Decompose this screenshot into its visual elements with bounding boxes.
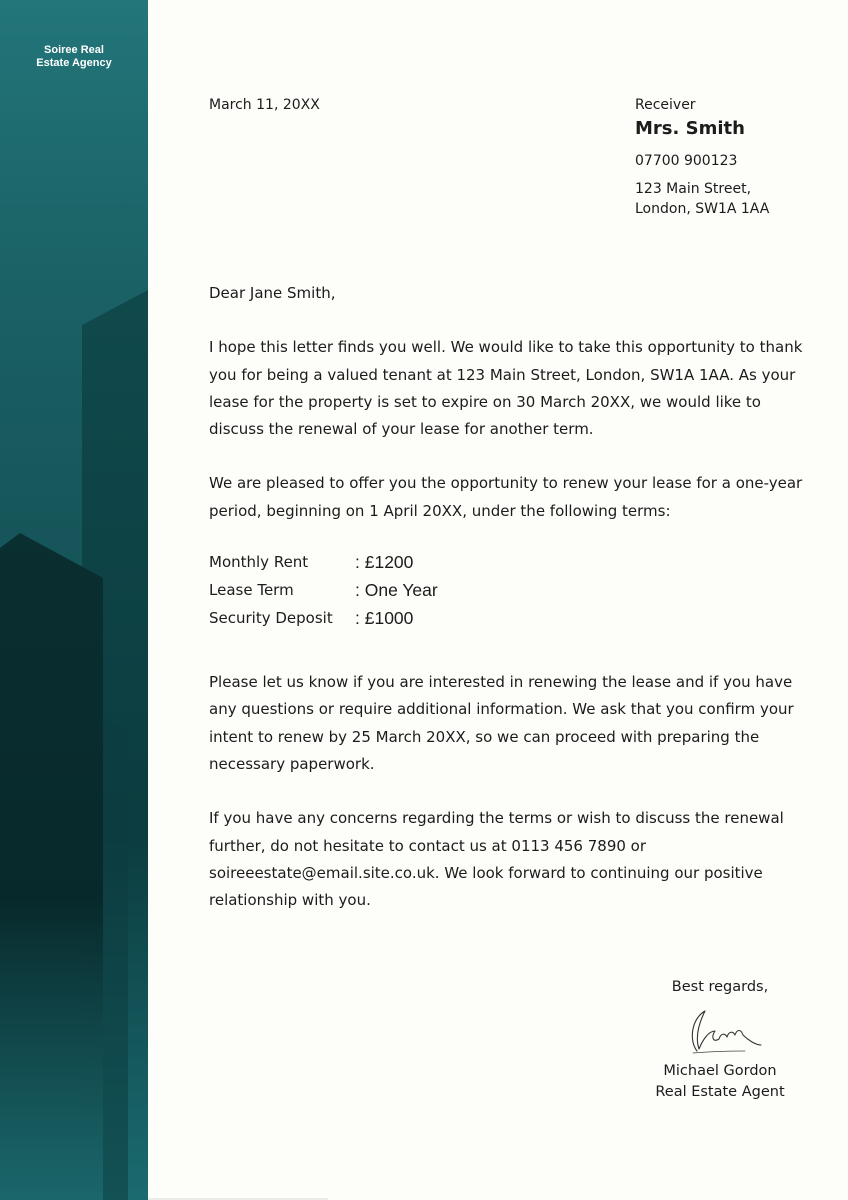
letter-body [209,280,809,914]
brand-line-1: Soiree Real [44,44,104,56]
term-row [209,577,809,605]
receiver-address [635,179,835,219]
term-row [209,605,809,633]
term-label: Monthly Rent [209,553,309,572]
letter-date: March 11, 20XX [209,97,320,113]
term-value: : £1200 [355,552,414,573]
term-label: Lease Term [209,581,294,600]
signature-image [675,1001,765,1059]
lease-terms-table [209,549,809,633]
closing-text: Best regards, [671,979,769,995]
term-value: : £1000 [355,608,414,629]
agency-logo-text [0,44,148,70]
term-row [209,549,809,577]
term-value: : One Year [355,580,438,601]
building-silhouette-art [0,0,148,1200]
sidebar-decoration [0,0,148,1200]
signer-name: Michael Gordon [663,1063,777,1079]
brand-line-2: Estate Agency [36,57,112,69]
paragraph-intro: I hope this letter finds you well. We would like to take this opportunity to thank you for being a valued tenant at 123 Main Street, London, SW1A 1AA. As your lease for the property is set to expire on 30 March 20XX, we would like to discuss the renewal of your lease for another term. [209,338,803,439]
paragraph-offer: We are pleased to offer you the opportunity to renew your lease for a one-year period, beginning on 1 April 20XX, under the following terms: [209,474,803,520]
paragraph-request: Please let us know if you are interested in renewing the lease and if you have any questions or require additional information. We ask that you confirm your intent to renew by 25 March 20XX, so we can proceed with preparing the necessary paperwork. [209,673,794,773]
paragraph-contact: If you have any concerns regarding the terms or wish to discuss the renewal further, do not hesitate to contact us at 0113 456 7890 or soireeestate@email.site.co.uk. We look forward to continuing our positive relationship with you. [209,809,784,910]
receiver-name: Mrs. Smith [635,118,745,139]
term-label: Security Deposit [209,609,333,628]
closing-block [620,979,820,1103]
receiver-label: Receiver [635,97,696,113]
receiver-address-line-2: London, SW1A 1AA [635,201,770,217]
signer-title: Real Estate Agent [655,1084,785,1100]
receiver-address-line-1: 123 Main Street, [635,181,752,197]
tower-shape-left [0,533,103,1200]
receiver-phone: 07700 900123 [635,153,738,169]
salutation: Dear Jane Smith, [209,284,336,302]
receiver-block [635,97,835,219]
